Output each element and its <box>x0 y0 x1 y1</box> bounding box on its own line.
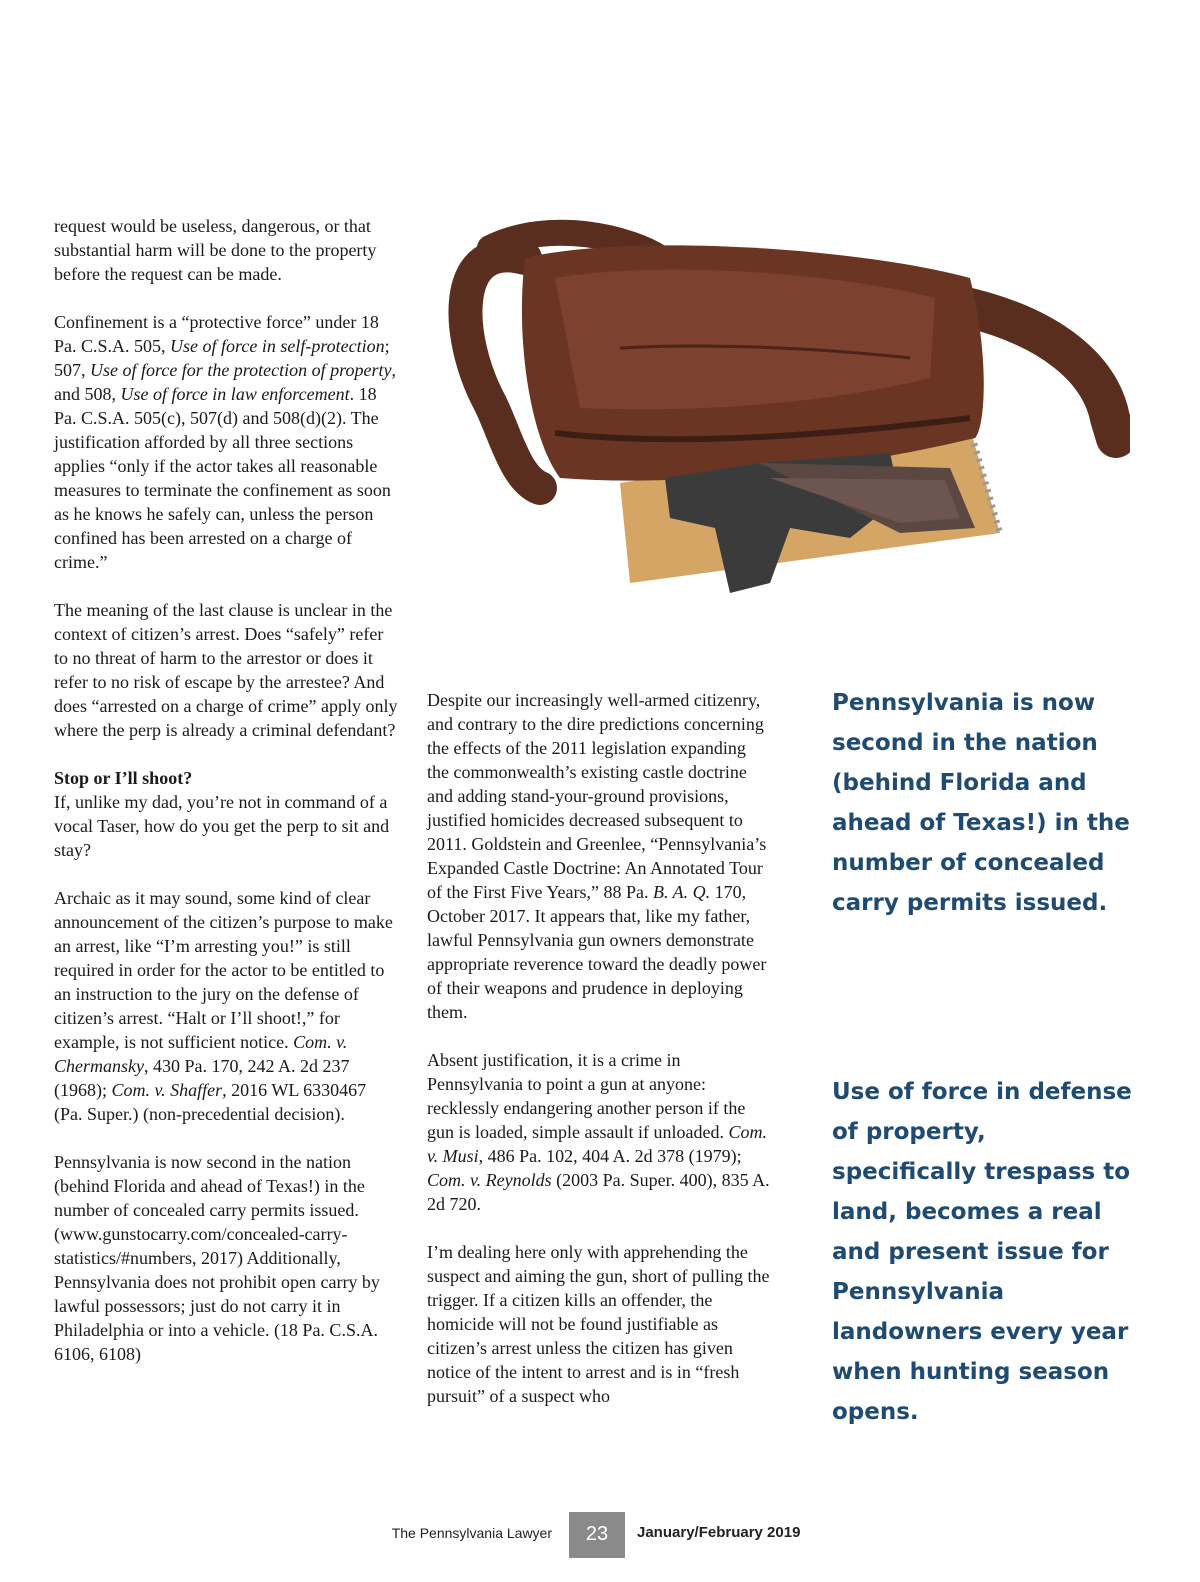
text-run: , 430 Pa. 170, 242 A. 2d 237 (1968); <box>54 1056 350 1100</box>
paragraph: Pennsylvania is now second in the nation (behind Florida and ahead of Texas!) in the number of concealed carry permits issued. (www.gunstocarry.com/concealed-carry-statistics/#numbers, 2017) Additionally, Pennsylvania does not prohibit open carry by lawful possessors; just do not carry it in Philadelphia or into a vehicle. (18 Pa. C.S.A. 6106, 6108) <box>54 1152 380 1364</box>
italic-citation: Com. v. Chermansky <box>54 1032 348 1076</box>
italic-citation: Com. v. Reynolds <box>427 1170 552 1190</box>
italic-citation: Com. v. Shaffer <box>111 1080 223 1100</box>
text-run: Archaic as it may sound, some kind of clear announcement of the citizen’s purpose to make an arrest, like “I’m arresting you!” is still required in order for the actor to be entitled to an instruction to the jury on the defense of citizen’s arrest. “Halt or I’ll shoot!,” for example, is not sufficient notice. <box>54 888 393 1052</box>
text-run: (2003 Pa. Super. 400), 835 A. 2d 720. <box>427 1170 770 1214</box>
italic-citation: Use of force in law enforcement <box>120 384 350 404</box>
paragraph <box>427 1048 772 1216</box>
paragraph: I’m dealing here only with apprehending the suspect and aiming the gun, short of pulling the trigger. If a citizen kills an offender, the homicide will not be found justifiable as citizen’s arrest unless the citizen has given notice of the intent to arrest and is in “fresh pursuit” of a suspect who <box>427 1242 770 1406</box>
page-footer <box>0 1512 1200 1558</box>
paragraph-body: If, unlike my dad, you’re not in command of a vocal Taser, how do you get the perp to sit and stay? <box>54 792 390 860</box>
text-run: ; 507, <box>54 336 390 380</box>
pull-quote: Use of force in defense of property, specifically trespass to land, becomes a real and present issue for Pennsylvania landowners every year when hunting season opens. <box>832 1079 1132 1425</box>
page-number: 23 <box>569 1512 625 1558</box>
text-run: Despite our increasingly well-armed citizenry, and contrary to the dire predictions concerning the effects of the 2011 legislation expanding the commonwealth’s existing castle doctrine and adding stand-your-ground provisions, justified homicides decreased subsequent to 2011. Goldstein and Greenlee, “Pennsylvania’s Expanded Castle Doctrine: An Annotated Tour of the First Five Years,” 88 Pa. <box>427 690 767 902</box>
text-run: 170, October 2017. It appears that, like my father, lawful Pennsylvania gun owners demonstrate appropriate reverence toward the deadly power of their weapons and prudence in deploying them. <box>427 882 767 1022</box>
paragraph: The meaning of the last clause is unclear in the context of citizen’s arrest. Does “safely” refer to no threat of harm to the arrestor or does it refer to no risk of escape by the arrestee? And does “arrested on a charge of crime” apply only where the perp is already a criminal defendant? <box>54 600 398 740</box>
section-heading: Stop or I’ll shoot? <box>54 768 193 788</box>
pull-quote: Pennsylvania is now second in the nation (behind Florida and ahead of Texas!) in the number of concealed carry permits issued. <box>832 690 1130 916</box>
italic-citation: Use of force in self-protection <box>170 336 385 356</box>
text-run: , 486 Pa. 102, 404 A. 2d 378 (1979); <box>478 1146 742 1166</box>
text-run: , and 508, <box>54 360 396 404</box>
paragraph <box>54 766 399 862</box>
issue-date: January/February 2019 <box>637 1524 801 1541</box>
text-run: Absent justification, it is a crime in Pennsylvania to point a gun at anyone: recklessly endangering another person if the gun is loaded, simple assault if unloaded. <box>427 1050 746 1142</box>
publication-name: The Pennsylvania Lawyer <box>391 1525 552 1541</box>
paragraph: request would be useless, dangerous, or that substantial harm will be done to the property before the request can be made. <box>54 216 377 284</box>
text-run: Confinement is a “protective force” under 18 Pa. C.S.A. 505, <box>54 312 379 356</box>
paragraph <box>427 688 772 1024</box>
leather-bag-with-pistol-photo <box>430 178 1130 618</box>
paragraph <box>54 310 399 574</box>
italic-citation: Use of force for the protection of property <box>90 360 392 380</box>
middle-text-column <box>427 688 772 1408</box>
italic-citation: Com. v. Musi <box>427 1122 767 1166</box>
text-run: , 2016 WL 6330467 (Pa. Super.) (non-precedential decision). <box>54 1080 367 1124</box>
italic-citation: B. A. Q. <box>653 882 711 902</box>
text-run: . 18 Pa. C.S.A. 505(c), 507(d) and 508(d)(2). The justification afforded by all three sections applies “only if the actor takes all reasonable measures to terminate the confinement as soon as he knows he safely can, unless the person confined has been arrested on a charge of crime.” <box>54 384 391 572</box>
left-text-column <box>54 214 399 1366</box>
paragraph <box>54 886 399 1126</box>
